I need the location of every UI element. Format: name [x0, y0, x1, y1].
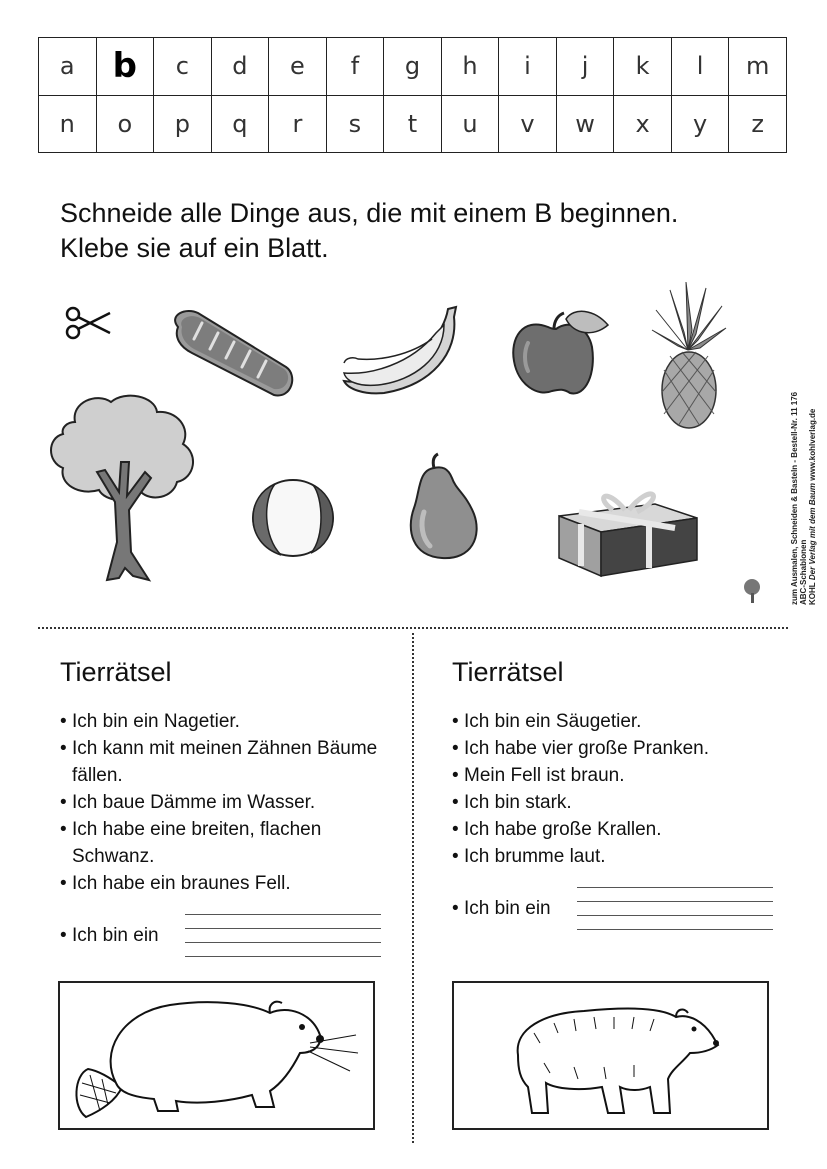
publisher-info — [790, 255, 817, 605]
publisher-line: ABC-Schablonen — [799, 539, 808, 605]
riddle-clue-list — [452, 708, 792, 870]
letter-cell: p — [154, 95, 212, 153]
letter-cell: h — [441, 38, 499, 96]
riddle-card-2 — [452, 656, 792, 870]
alphabet-row-1 — [39, 38, 787, 96]
letter-cell: e — [269, 38, 327, 96]
cut-line-horizontal — [38, 627, 788, 629]
letter-cell: m — [729, 38, 787, 96]
riddle-clue: • Ich bin ein Nagetier. — [60, 708, 400, 735]
letter-cell: q — [211, 95, 269, 153]
riddle-title: Tierrätsel — [452, 657, 564, 687]
letter-cell: d — [211, 38, 269, 96]
publisher-url: www.kohlverlag.de — [808, 408, 817, 481]
pineapple-icon — [650, 280, 728, 430]
alphabet-table — [38, 37, 787, 153]
publisher-line: zum Ausmalen, Schneiden & Basteln - Bestell-Nr. 11 176 — [790, 391, 799, 605]
riddle-clue: • Ich habe ein braunes Fell. — [60, 870, 400, 897]
letter-cell: x — [614, 95, 672, 153]
riddle-clue: • Ich baue Dämme im Wasser. — [60, 789, 400, 816]
letter-cell-highlighted: b — [96, 38, 154, 96]
letter-cell: o — [96, 95, 154, 153]
letter-cell: g — [384, 38, 442, 96]
publisher-slogan: Der Verlag mit dem Baum — [808, 483, 817, 581]
answer-lines[interactable] — [577, 887, 773, 943]
instruction-line-1: Schneide alle Dinge aus, die mit einem B beginnen. — [60, 198, 679, 228]
riddle-title: Tierrätsel — [60, 657, 172, 687]
letter-cell: y — [671, 95, 729, 153]
letter-cell: j — [556, 38, 614, 96]
riddle-clue: • Mein Fell ist braun. — [452, 762, 792, 789]
riddle-clue-list — [60, 708, 400, 897]
publisher-brand: KOHL — [808, 582, 817, 605]
letter-cell: c — [154, 38, 212, 96]
letter-cell: i — [499, 38, 557, 96]
letter-cell: z — [729, 95, 787, 153]
letter-cell: a — [39, 38, 97, 96]
riddle-card-1 — [60, 656, 400, 897]
answer-prompt: • Ich bin ein — [452, 895, 551, 922]
letter-cell: k — [614, 38, 672, 96]
publisher-tree-logo — [742, 575, 764, 605]
riddle-clue: • Ich habe eine breiten, flachen Schwanz. — [60, 816, 400, 870]
beaver-icon — [60, 983, 373, 1128]
riddle-clue: • Ich kann mit meinen Zähnen Bäume fällen. — [60, 735, 400, 789]
banana-icon — [340, 303, 462, 401]
ball-icon — [249, 477, 337, 559]
animal-picture-frame — [452, 981, 769, 1130]
riddle-clue: • Ich bin stark. — [452, 789, 792, 816]
letter-cell: u — [441, 95, 499, 153]
answer-lines[interactable] — [185, 914, 381, 970]
instruction-text — [60, 196, 678, 266]
bread-icon — [168, 305, 298, 400]
gift-icon — [555, 478, 701, 578]
riddle-clue: • Ich bin ein Säugetier. — [452, 708, 792, 735]
letter-cell: t — [384, 95, 442, 153]
letter-cell: v — [499, 95, 557, 153]
answer-prompt: • Ich bin ein — [60, 922, 159, 949]
tree-icon — [45, 392, 200, 584]
riddle-clue: • Ich brumme laut. — [452, 843, 792, 870]
letter-cell: s — [326, 95, 384, 153]
alphabet-row-2 — [39, 95, 787, 153]
letter-cell: w — [556, 95, 614, 153]
letter-cell: n — [39, 95, 97, 153]
cut-line-vertical — [412, 633, 414, 1143]
bear-icon — [454, 983, 767, 1128]
pear-icon — [404, 452, 484, 562]
letter-cell: l — [671, 38, 729, 96]
riddle-clue: • Ich habe vier große Pranken. — [452, 735, 792, 762]
riddle-clue: • Ich habe große Krallen. — [452, 816, 792, 843]
scissors-icon — [64, 305, 112, 341]
instruction-line-2: Klebe sie auf ein Blatt. — [60, 233, 329, 263]
animal-picture-frame — [58, 981, 375, 1130]
letter-cell: r — [269, 95, 327, 153]
apple-icon — [508, 307, 612, 399]
letter-cell: f — [326, 38, 384, 96]
